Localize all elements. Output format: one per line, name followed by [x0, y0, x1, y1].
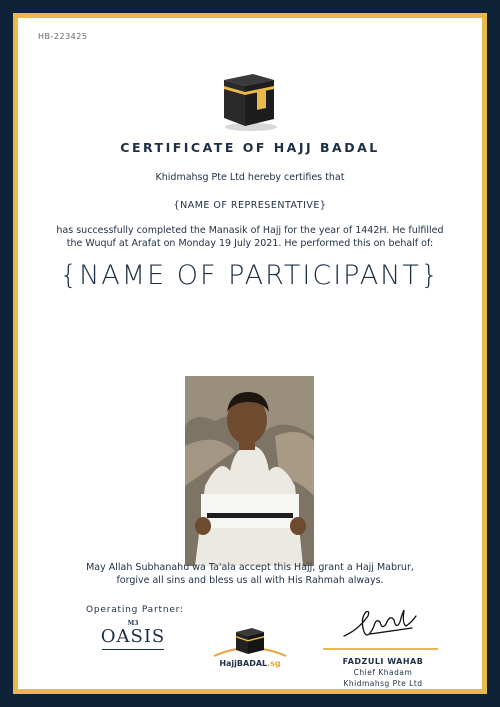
completion-line-2: the Wuquf at Arafat on Monday 19 July 2021. He performed this on behalf of:: [66, 237, 434, 249]
operating-partner-label: Operating Partner:: [86, 605, 184, 615]
prayer-text: [38, 562, 462, 587]
hajjbadal-kaaba-icon: [208, 622, 292, 658]
oasis-logo-underline: [102, 649, 164, 653]
kaaba-icon: [219, 66, 279, 132]
photo-illustration: [185, 376, 314, 566]
participant-name: {NAME OF PARTICIPANT}: [59, 260, 441, 291]
prayer-line-1: May Allah Subhanahu wa Ta'ala accept this Hajj, grant a Hajj Mabrur,: [86, 562, 414, 573]
certifier-line: Khidmahsg Pte Ltd hereby certifies that: [155, 172, 345, 183]
representative-photo: [185, 376, 314, 566]
hajjbadal-name: HajjBADAL: [219, 659, 268, 668]
hajjbadal-suffix: .sg: [267, 659, 281, 668]
hajjbadal-wordmark: [208, 659, 292, 668]
certificate-title: CERTIFICATE OF HAJJ BADAL: [120, 140, 380, 155]
hajjbadal-logo: [208, 622, 292, 674]
signatory-title: Chief Khadam: [353, 668, 413, 677]
completion-statement: [38, 225, 462, 250]
serial-number: HB-223425: [38, 32, 88, 41]
certificate-page: [18, 18, 482, 689]
prayer-line-2: forgive all sins and bless us all with His Rahmah always.: [116, 574, 384, 586]
signatory-name: FADZULI WAHAB: [342, 657, 424, 666]
signatory-organization: Khidmahsg Pte Ltd: [343, 679, 423, 688]
representative-name: {NAME OF REPRESENTATIVE}: [173, 200, 327, 211]
completion-line-1: has successfully completed the Manasik of Hajj for the year of 1442H. He fulfilled: [56, 225, 444, 236]
signature-line: [323, 648, 438, 650]
oasis-logo-m3: M3: [127, 620, 139, 627]
signature-image: [340, 604, 430, 644]
oasis-logo: [100, 620, 166, 658]
oasis-logo-name: OASIS: [100, 626, 166, 647]
